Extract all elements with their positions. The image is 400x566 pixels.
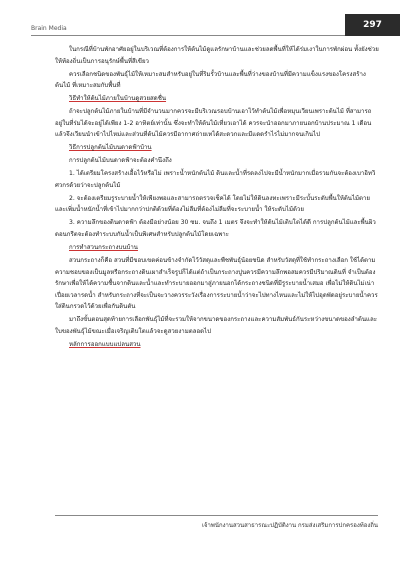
section-heading: หลักการออกแบบแปลนสวน: [69, 340, 141, 348]
body-paragraph: ถ้าจะปลูกต้นไม้ภายในบ้านที่มีจำนวนมากควรจะมีบริเวณรอบบ้านเอาไว้ทำต้นไม้เพื่อหมุนเวียนเพราะต้นไม้ ที่สามารถ อยู่ในที่ร่มได้จะอยู่ได้เพียง 1-2 อาทิตย์เท่านั้น ซึ่งจะทำให้ต้นไม้เที่ยวเอาได้ ควรจะนำออกมาภายนอกบ้านประมาณ 1 เดือน แล้วจึงเวียนนำเข้าไปไหม่และส่วนที่ต้นไม้ควรมีอากาศถ่ายเทได้สะดวกและมีแดดรำไรไม่มากจนเกินไป: [55, 108, 372, 139]
body-paragraph: 2. จะต้องเตรียมรูระบายน้ำให้เพียงพอและสามารถตรวจเช็คได้ โดยไม่ให้ดินลงทะเพราะมีระบั้นระดับพื้นให้ต้นไม้ตายและเพิ่มน้ำหนักน้ำที่เข้าไปมากกว่าปกติด้วยที่ต้องไม่ลืมที่ต้องไม่ลืมที่จะระบายน้ำ ให้ระดับไม้ด้วย: [55, 194, 370, 214]
page-body: [55, 44, 380, 352]
body-paragraph: สวนกระถางก็คือ สวนที่มีขอบเขตค่อนข้างจำกัดไว้วัสดุและพืชพันธุ์น้อยชนิด สำหรับวัสดุที่ใช้ทำกระถางเลือก ใช้ได้ตามความชอบของเป็นมูลหรือกระถางดินเผาสำเร็จรูปก็ได้แต่ถ้าเป็นกระถางปูนควรมีความลึกพอสมควรมีปริมาณดินที่ จำเป็นต้องรักษาเพื่อให้ได้ความชื้นจากดินและน้ำและทำระบายออกมาสู่ภายนอกได้กระถางชนิดที่มีรูระบายน้ำเสมอ เพื่อไม่ให้ดินไม่เน่าเปื่อยเวลารดน้ำ สำหรับกระถางที่จะเป็นจะวางควรระวังเรื่องการระบายน้ำว่าจะไปทางไหนและไม่ให้ไปอุดพัดอยู่ระบายน้ำควรใส่ดินกรวดไว้ด้วยเพื่อกันดินตัน: [55, 257, 378, 311]
header-title: Brain Media: [31, 25, 67, 32]
section-heading: วิธีทำให้ต้นไม้ภายในบ้านดูสวยสดชื่น: [69, 95, 167, 103]
footer-divider: [55, 515, 378, 516]
header-divider: [31, 35, 345, 36]
body-paragraph: การปลูกต้นไม้บนดาดฟ้าจะต้องคำนึงถึง: [69, 157, 172, 165]
body-paragraph: 3. ความลึกของดินดาดฟ้า ต้องมีอย่างน้อย 30 ซม. จนถึง 1 เมตร จึงจะทำให้ต้นไม้เติบโตได้ดี การปลูกต้นไม้และพื้นผิวดอนกรีตจะต้องทำระบบกันน้ำเป็นพิเศษสำหรับปลูกต้นไม้โดยเฉพาะ: [55, 219, 376, 239]
body-paragraph: มาถึงขั้นตอนสุดท้ายการเลือกพันธุ์ไม้ที่จะรวมให้จากขนาดของกระถางและความสัมพันธ์กันระหว่างขนาดของลำต้นและใบของพันธุ์ไม้ขณะเมื่อเจริญเติบโตแล้วจะดูสวยงามตลอดไป: [55, 316, 377, 335]
section-heading: การทำสวนกระถางบนบ้าน: [69, 244, 138, 252]
footer-text: เจ้าพนักงานสวนสาธารณะปฏิบัติงาน กรมส่งเสริมการปกครองท้องถิ่น: [201, 522, 378, 529]
body-paragraph: ควรเลือกชนิดของพันธุ์ไม้ให้เหมาะสมสำหรับอยู่ในที่ริมรั้วบ้านและพื้นที่ว่างของบ้านที่มีความแข็งแรงของโครงสร้างต้นไม้ ที่เหมาะสมกับพื้นที่: [55, 70, 366, 90]
body-paragraph: 1. ได้เตรียมโครงสร้างเอื้อไว้หรือไม่ เพราะน้ำหนักต้นไม้ ดินและน้ำที่รดลงไปจะมีน้ำหนักมากเมื่อรวมกันจะต้องเบาอิทวิศวกรด้วยว่าจะปลูกต้นไม้: [55, 170, 376, 189]
page-number: 297: [345, 14, 400, 36]
body-paragraph: ในกรณีที่บ้านพักอาศัยอยู่ในบริเวณที่ต้องการให้ต้นไม้ดูแลรักษาบ้านและช่วยลดพื้นที่ให้ได้ร่มเงาในการพักผ่อน ทั้งยังช่วยให้ท้องถิ่นเป็นการอนุรักษ์พื้นที่สีเขียว: [55, 46, 379, 65]
section-heading: วิธีการปลูกต้นไม้บนดาดฟ้าบ้าน: [69, 144, 152, 152]
